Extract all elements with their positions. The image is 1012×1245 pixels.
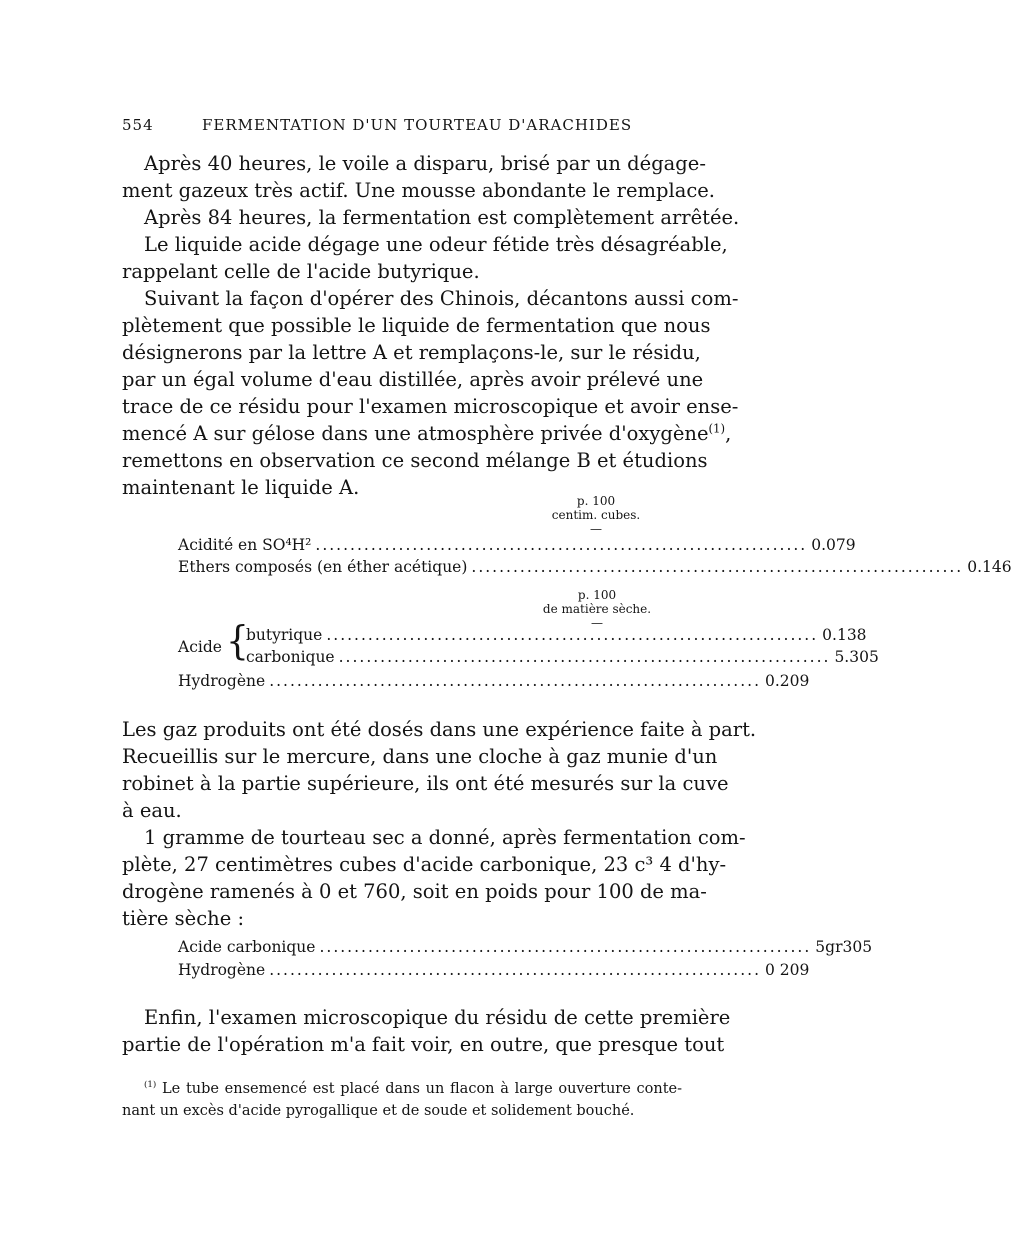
text-line: maintenant le liquide A. [122, 476, 360, 499]
paragraph-4 [122, 285, 739, 501]
running-header [122, 116, 677, 140]
text-line: Recueillis sur le mercure, dans une cloche à gaz munie d'un [122, 745, 718, 768]
text-line: 1 gramme de tourteau sec a donné, après fermentation com- [144, 826, 746, 849]
text-line: à eau. [122, 799, 182, 822]
footnote-line: nant un excès d'acide pyrogallique et de soude et solidement bouché. [122, 1103, 635, 1119]
text-line: trace de ce résidu pour l'examen microscopique et avoir ense- [122, 395, 739, 418]
text-line: plète, 27 centimètres cubes d'acide carbonique, 23 c³ 4 d'hy- [122, 853, 727, 876]
table1-header-dash: — [590, 522, 602, 536]
footnote-text: Le tube ensemencé est placé dans un flacon à large ouverture conte- [162, 1081, 683, 1097]
row-label: carbonique [246, 648, 335, 666]
text-line: plètement que possible le liquide de fermentation que nous [122, 314, 711, 337]
text-line: Le liquide acide dégage une odeur fétide très désagréable, [144, 233, 728, 256]
table2-header-dash: — [591, 616, 603, 630]
paragraph-7 [122, 1004, 731, 1058]
row-label: Ethers composés (en éther acétique) [178, 558, 468, 576]
text-line: ment gazeux très actif. Une mousse abondante le remplace. [122, 179, 715, 202]
table2-column-header [538, 588, 656, 630]
text-line: désignerons par la lettre A et remplaçons-le, sur le résidu, [122, 341, 701, 364]
row-value: 0.209 [765, 672, 810, 690]
row-label: butyrique [246, 626, 323, 644]
paragraph-2 [122, 204, 740, 231]
table1-header-line1: p. 100 [576, 494, 616, 508]
leader-dots: ....................................................................... [326, 626, 819, 644]
text-line: mencé A sur gélose dans une atmosphère privée d'oxygène [122, 422, 709, 445]
page-number: 554 [122, 116, 154, 134]
table2-row [246, 626, 867, 648]
text-line: par un égal volume d'eau distillée, après avoir prélevé une [122, 368, 704, 391]
row-value: 0.079 [811, 536, 856, 554]
leader-dots: ....................................................................... [269, 672, 762, 690]
row-value: 5.305 [834, 648, 879, 666]
table2-row [246, 648, 879, 670]
footnote-line [122, 1078, 682, 1100]
row-label: Hydrogène [178, 961, 266, 979]
row-value: 0.146 [967, 558, 1012, 576]
footnote-reference[interactable]: (1) [708, 421, 726, 436]
table2-row [178, 672, 810, 694]
table3-row [178, 938, 873, 960]
table2-header-line1: p. 100 [577, 588, 617, 602]
text-line: remettons en observation ce second mélange B et étudions [122, 449, 708, 472]
table1-column-header [548, 494, 644, 536]
leader-dots: ....................................................................... [338, 648, 831, 666]
row-value: 0 209 [765, 961, 810, 979]
text-line: partie de l'opération m'a fait voir, en outre, que presque tout [122, 1033, 725, 1056]
row-label: Acidité en SO⁴H² [178, 536, 312, 554]
leader-dots: ....................................................................... [471, 558, 964, 576]
row-value: 0.138 [822, 626, 867, 644]
leader-dots: ....................................................................... [319, 938, 812, 956]
text-line-with-footnote: mencé A sur gélose dans une atmosphère privée d'oxygène$^{(1)}$, [122, 421, 732, 445]
acid-group-label: Acide [178, 638, 222, 656]
paragraph-5 [122, 716, 757, 824]
row-value: 5gr305 [815, 938, 873, 956]
paragraph-1 [122, 150, 715, 204]
text-line: Enfin, l'examen microscopique du résidu de cette première [144, 1006, 731, 1029]
text-line: Suivant la façon d'opérer des Chinois, décantons aussi com- [144, 287, 739, 310]
footnote [122, 1078, 682, 1122]
text-line: robinet à la partie supérieure, ils ont été mesurés sur la cuve [122, 772, 729, 795]
paragraph-3 [122, 231, 728, 285]
table1-row [178, 536, 856, 558]
text-line: tière sèche : [122, 907, 245, 930]
table1-header-line2: centim. cubes. [551, 508, 641, 522]
table1-row [178, 558, 1012, 580]
text-line: Après 40 heures, le voile a disparu, brisé par un dégage- [144, 152, 706, 175]
leader-dots: ....................................................................... [269, 961, 762, 979]
table3-row [178, 961, 810, 983]
text-line: drogène ramenés à 0 et 760, soit en poids pour 100 de ma- [122, 880, 707, 903]
text-line: rappelant celle de l'acide butyrique. [122, 260, 480, 283]
footnote-marker: (1) [144, 1080, 157, 1091]
leader-dots: ....................................................................... [315, 536, 808, 554]
text-line: Après 84 heures, la fermentation est complètement arrêtée. [144, 206, 740, 229]
row-label: Acide carbonique [178, 938, 316, 956]
running-title: FERMENTATION D'UN TOURTEAU D'ARACHIDES [202, 116, 633, 134]
curly-brace: { [226, 618, 249, 664]
table2-header-line2: de matière sèche. [542, 602, 652, 616]
text-line: Les gaz produits ont été dosés dans une expérience faite à part. [122, 718, 757, 741]
row-label: Hydrogène [178, 672, 266, 690]
paragraph-6 [122, 824, 746, 932]
